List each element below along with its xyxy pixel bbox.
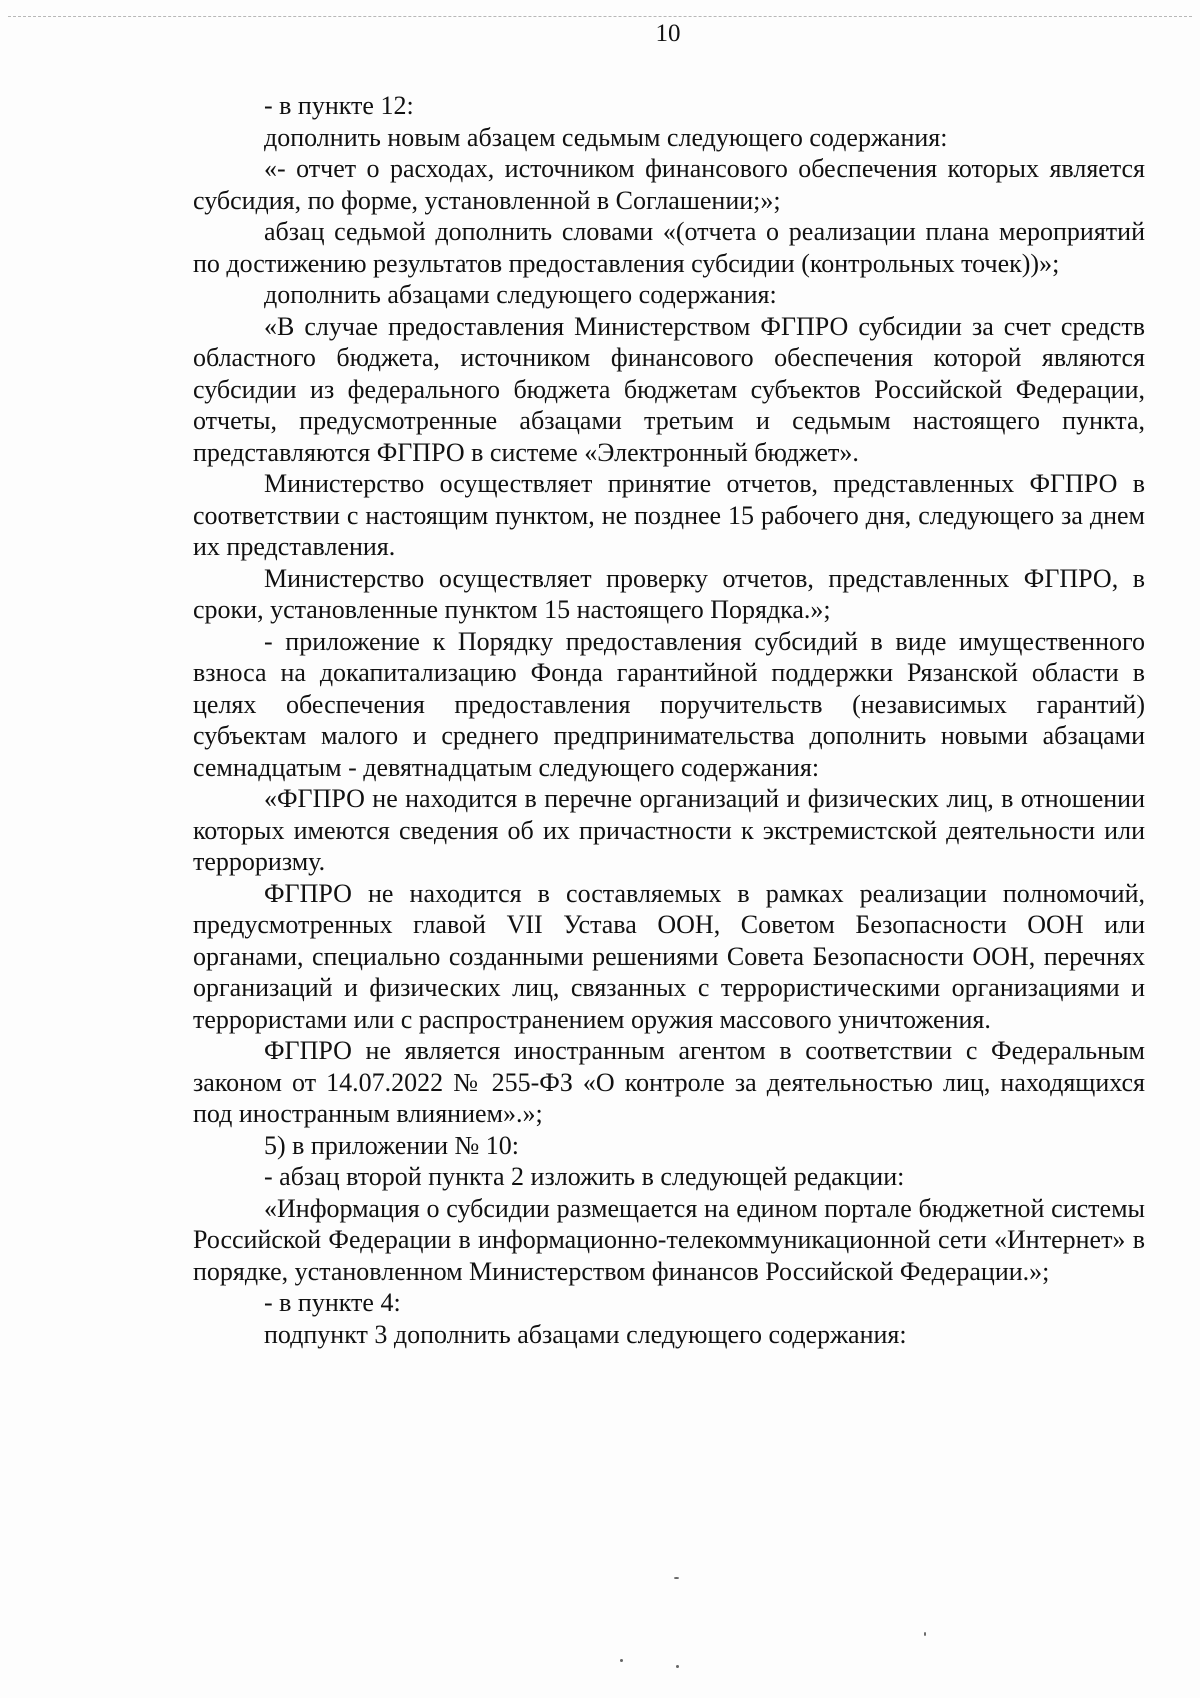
paragraph: «- отчет о расходах, источником финансового обеспечения которых является субсидия, по форме, установленной в Соглашении;»; bbox=[193, 154, 1145, 215]
scan-speck bbox=[924, 1632, 926, 1636]
paragraph: «ФГПРО не находится в перечне организаций и физических лиц, в отношении которых имеются сведения об их причастности к экстремистской деятельности или терроризму. bbox=[193, 784, 1145, 876]
document-body bbox=[193, 90, 1145, 1350]
paragraph: - в пункте 4: bbox=[264, 1288, 401, 1317]
page-number: 10 bbox=[655, 20, 681, 47]
scan-speck bbox=[676, 1665, 679, 1668]
paragraph: 5) в приложении № 10: bbox=[264, 1130, 520, 1160]
scan-speck bbox=[674, 1577, 679, 1579]
paragraph: абзац седьмой дополнить словами «(отчета о реализации плана мероприятий по достижению результатов предоставления субсидии (контрольных точек))»; bbox=[193, 217, 1145, 278]
paragraph: - приложение к Порядку предоставления субсидий в виде имущественного взноса на докапитализацию Фонда гарантийной поддержки Рязанской области в целях обеспечения предоставления поручительств (независимых гарантий) субъектам малого и среднего предпринимательства дополнить новыми абзацами семнадцатым - девятнадцатым следующего содержания: bbox=[193, 626, 1145, 782]
paragraph: ФГПРО не является иностранным агентом в соответствии с Федеральным законом от 14.07.2022 № 255-ФЗ «О контроле за деятельностью лиц, находящихся под иностранным влиянием».»; bbox=[193, 1036, 1145, 1128]
paragraph: «В случае предоставления Министерством ФГПРО субсидии за счет средств областного бюджета, источником финансового обеспечения которой являются субсидии из федерального бюджета бюджетам субъектов Российской Федерации, отчеты, предусмотренные абзацами третьим и седьмым настоящего пункта, представляются ФГПРО в системе «Электронный бюджет». bbox=[193, 311, 1145, 467]
scan-edge-line bbox=[8, 16, 1192, 17]
scan-speck bbox=[620, 1659, 623, 1662]
paragraph: Министерство осуществляет проверку отчетов, представленных ФГПРО, в сроки, установленные пунктом 15 настоящего Порядка.»; bbox=[193, 563, 1145, 624]
paragraph: «Информация о субсидии размещается на едином портале бюджетной системы Российской Федерации в информационно-телекоммуникационной сети «Интернет» в порядке, установленном Министерством финансов Российской Федерации.»; bbox=[193, 1193, 1145, 1286]
paragraph: - абзац второй пункта 2 изложить в следующей редакции: bbox=[264, 1162, 905, 1191]
paragraph: Министерство осуществляет принятие отчетов, представленных ФГПРО в соответствии с настоящим пунктом, не позднее 15 рабочего дня, следующего за днем их представления. bbox=[193, 469, 1145, 561]
paragraph: дополнить новым абзацем седьмым следующего содержания: bbox=[264, 122, 948, 152]
paragraph: дополнить абзацами следующего содержания: bbox=[264, 280, 777, 309]
paragraph: подпункт 3 дополнить абзацами следующего содержания: bbox=[264, 1319, 907, 1349]
paragraph: ФГПРО не находится в составляемых в рамках реализации полномочий, предусмотренных главой VII Устава ООН, Советом Безопасности ООН или органами, специально созданными решениями Совета Безопасности ООН, перечнях организаций и физических лиц, связанных с террористическими организациями и террористами или с распространением оружия массового уничтожения. bbox=[193, 878, 1145, 1034]
paragraph: - в пункте 12: bbox=[264, 91, 414, 120]
